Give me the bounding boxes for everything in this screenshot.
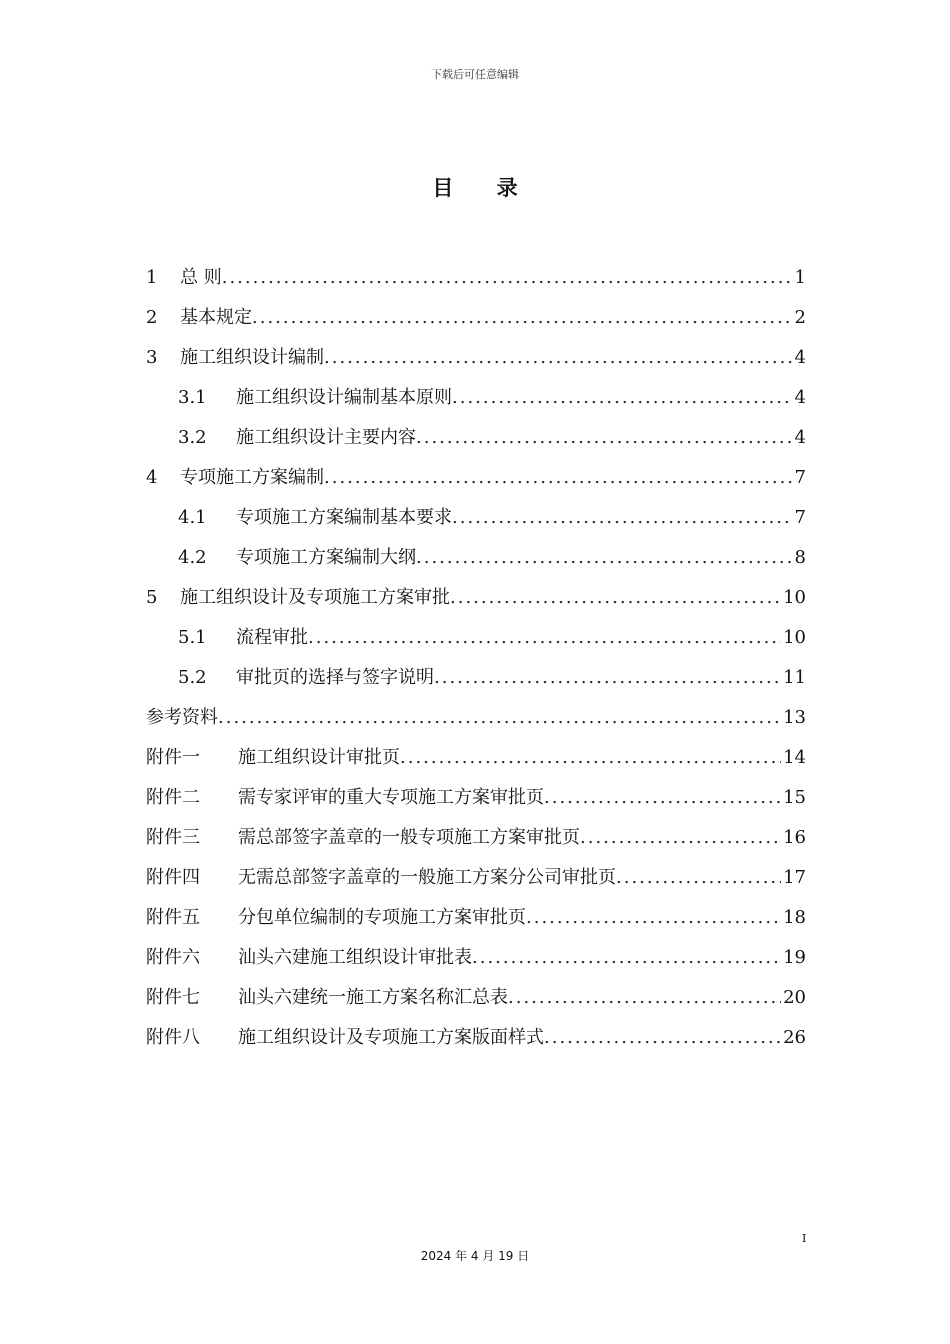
toc-entry-title: 施工组织设计编制 <box>180 347 324 368</box>
toc-entry-number: 3.2 <box>178 427 207 448</box>
toc-entry[interactable] <box>146 418 806 458</box>
toc-entry-title: 专项施工方案编制基本要求 <box>236 507 452 528</box>
toc-dot-leader <box>400 738 781 778</box>
toc-entry-number: 5.2 <box>178 667 207 688</box>
toc-entry[interactable] <box>146 458 806 498</box>
toc-entry-page: 13 <box>783 707 806 728</box>
toc-entry[interactable] <box>146 698 806 738</box>
page-number: I <box>802 1232 807 1245</box>
toc-entry[interactable] <box>146 738 806 778</box>
toc-entry-title: 专项施工方案编制 <box>180 467 324 488</box>
toc-dot-leader <box>222 258 793 298</box>
toc-entry-title: 施工组织设计编制基本原则 <box>236 387 452 408</box>
toc-entry-page: 11 <box>783 667 806 688</box>
toc-dot-leader <box>434 658 781 698</box>
toc-entry[interactable] <box>146 378 806 418</box>
toc-entry-page: 18 <box>783 907 806 928</box>
toc-entry-page: 15 <box>783 787 806 808</box>
toc-entry-page: 10 <box>783 587 806 608</box>
toc-dot-leader <box>324 458 793 498</box>
toc-entry-title: 需总部签字盖章的一般专项施工方案审批页 <box>238 827 580 848</box>
toc-entry-title: 施工组织设计审批页 <box>238 747 400 768</box>
toc-entry-number: 2 <box>146 307 158 328</box>
toc-entry[interactable] <box>146 658 806 698</box>
toc-entry[interactable] <box>146 258 806 298</box>
toc-entry-number: 4.1 <box>178 507 207 528</box>
toc-entry[interactable] <box>146 978 806 1018</box>
toc-entry-title: 专项施工方案编制大纲 <box>236 547 416 568</box>
toc-entry-title: 参考资料 <box>146 707 218 728</box>
toc-dot-leader <box>544 1018 781 1058</box>
toc-entry[interactable] <box>146 578 806 618</box>
toc-entry-title: 施工组织设计及专项施工方案审批 <box>180 587 450 608</box>
toc-entry-number: 附件一 <box>146 747 200 768</box>
toc-dot-leader <box>416 418 793 458</box>
toc-dot-leader <box>452 498 793 538</box>
toc-dot-leader <box>218 698 781 738</box>
toc-entry-number: 附件四 <box>146 867 200 888</box>
toc-entry-number: 4 <box>146 467 158 488</box>
toc-entry-title: 需专家评审的重大专项施工方案审批页 <box>238 787 544 808</box>
toc-entry-title: 无需总部签字盖章的一般施工方案分公司审批页 <box>238 867 616 888</box>
toc-entry-title: 流程审批 <box>236 627 308 648</box>
toc-entry-page: 20 <box>783 987 806 1008</box>
toc-dot-leader <box>526 898 781 938</box>
toc-dot-leader <box>580 818 781 858</box>
toc-entry-number: 1 <box>146 267 158 288</box>
toc-dot-leader <box>416 538 793 578</box>
toc-entry-title: 分包单位编制的专项施工方案审批页 <box>238 907 526 928</box>
toc-entry-page: 10 <box>783 627 806 648</box>
toc-entry-title: 基本规定 <box>180 307 252 328</box>
toc-entry-number: 附件五 <box>146 907 200 928</box>
toc-dot-leader <box>252 298 793 338</box>
toc-dot-leader <box>472 938 781 978</box>
toc-entry[interactable] <box>146 938 806 978</box>
toc-entry-page: 7 <box>794 467 806 488</box>
toc-entry[interactable] <box>146 538 806 578</box>
toc-entry[interactable] <box>146 818 806 858</box>
toc-entry-title: 汕头六建统一施工方案名称汇总表 <box>238 987 508 1008</box>
page-title: 目 录 <box>432 176 536 200</box>
toc-entry-page: 4 <box>794 347 806 368</box>
toc-dot-leader <box>308 618 781 658</box>
toc-dot-leader <box>616 858 781 898</box>
toc-entry[interactable] <box>146 1018 806 1058</box>
toc-entry[interactable] <box>146 858 806 898</box>
toc-dot-leader <box>452 378 793 418</box>
toc-entry[interactable] <box>146 298 806 338</box>
toc-entry-number: 5 <box>146 587 158 608</box>
toc-entry-page: 1 <box>794 267 806 288</box>
toc-entry-number: 附件二 <box>146 787 200 808</box>
toc-entry-number: 3.1 <box>178 387 207 408</box>
toc-entry-page: 14 <box>783 747 806 768</box>
toc-entry-number: 附件八 <box>146 1027 200 1048</box>
table-of-contents <box>146 258 806 1058</box>
toc-entry-page: 19 <box>783 947 806 968</box>
toc-entry-page: 4 <box>794 387 806 408</box>
footer-date: 2024 年 4 月 19 日 <box>420 1249 530 1263</box>
toc-entry-title: 审批页的选择与签字说明 <box>236 667 434 688</box>
toc-entry-number: 附件六 <box>146 947 200 968</box>
toc-entry-page: 7 <box>794 507 806 528</box>
toc-dot-leader <box>544 778 781 818</box>
toc-entry[interactable] <box>146 898 806 938</box>
toc-entry[interactable] <box>146 618 806 658</box>
toc-entry-number: 5.1 <box>178 627 207 648</box>
header-note: 下载后可任意编辑 <box>431 68 519 81</box>
toc-dot-leader <box>324 338 793 378</box>
toc-entry-title: 施工组织设计及专项施工方案版面样式 <box>238 1027 544 1048</box>
toc-entry-page: 8 <box>794 547 806 568</box>
toc-entry-title: 汕头六建施工组织设计审批表 <box>238 947 472 968</box>
toc-dot-leader <box>508 978 781 1018</box>
toc-entry-number: 4.2 <box>178 547 207 568</box>
toc-entry-page: 4 <box>794 427 806 448</box>
toc-entry-number: 附件七 <box>146 987 200 1008</box>
toc-entry[interactable] <box>146 498 806 538</box>
toc-entry-number: 3 <box>146 347 158 368</box>
toc-dot-leader <box>450 578 781 618</box>
toc-entry-number: 附件三 <box>146 827 200 848</box>
toc-entry[interactable] <box>146 338 806 378</box>
toc-entry[interactable] <box>146 778 806 818</box>
toc-entry-page: 16 <box>783 827 806 848</box>
toc-entry-page: 26 <box>783 1027 806 1048</box>
toc-entry-page: 2 <box>794 307 806 328</box>
toc-entry-title: 总 则 <box>180 267 222 288</box>
toc-entry-title: 施工组织设计主要内容 <box>236 427 416 448</box>
toc-entry-page: 17 <box>783 867 806 888</box>
